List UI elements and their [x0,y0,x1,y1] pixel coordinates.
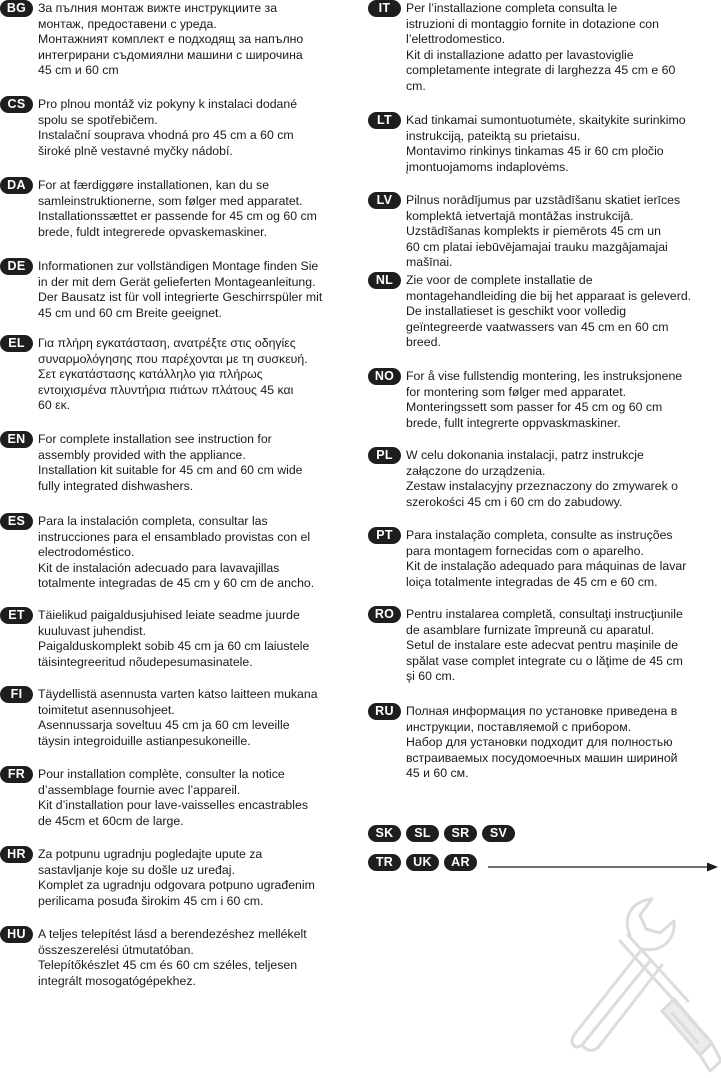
instruction-line: 45 cm und 60 cm Breite geeignet. [38,305,222,320]
instruction-text [406,528,721,590]
instruction-line: täysin integroiduille astianpesukoneille. [38,733,251,748]
instruction-line: loiça totalmente integradas de 45 cm e 60 cm. [406,574,658,589]
instruction-line: samleinstruktionerne, som følger med apparatet. [38,193,303,208]
instruction-text [38,847,352,909]
instruction-line: szerokości 45 cm i 60 cm do zabudowy. [406,494,623,509]
instruction-line: įmontuojamoms indaplovėms. [406,159,569,174]
instruction-line: breed. [406,335,441,350]
instruction-line: интегрирани съдомиялни машини с широчина [38,47,303,62]
instruction-line: Монтажният комплект е подходящ за напълно [38,32,304,47]
instruction-line: Installation kit suitable for 45 cm and 60 cm wide [38,463,303,478]
language-badge: UK [406,854,439,871]
instruction-line: Για πλήρη εγκατάσταση, ανατρέξτε στις οδηγίες [38,336,296,350]
instruction-line: for montering som følger med apparatet. [406,384,627,399]
instruction-line: spolu se spotřebičem. [38,112,158,127]
instruction-line: in der mit dem Gerät gelieferten Montageanleitung. [38,274,316,289]
language-badge: SK [368,825,401,842]
instruction-line: Набор для установки подходит для полностью [406,735,673,750]
instruction-line: A teljes telepítést lásd a berendezéshez mellékelt [38,927,307,941]
instruction-text [406,113,721,175]
language-badge: DE [0,258,33,275]
language-badge: RO [368,606,401,623]
instruction-line: załączone do urządzenia. [406,463,546,478]
instruction-line: completamente integrate di larghezza 45 cm e 60 [406,63,676,78]
instruction-line: Uzstādīšanas komplekts ir piemērots 45 cm un [406,224,661,239]
instruction-line: l’elettrodomestico. [406,32,506,47]
instruction-line: geïntegreerde vaatwassers van 45 cm en 60 cm [406,319,669,334]
instruction-line: Täielikud paigaldusjuhised leiate seadme juurde [38,608,300,622]
instruction-text [38,608,352,670]
instruction-line: electrodoméstico. [38,545,135,560]
instruction-line: 60 cm platai iebūvējamajai trauku mazgājamajai [406,239,668,254]
instruction-text [38,178,352,240]
instruction-line: Komplet za ugradnju odgovara potpuno ugrađenim [38,878,315,893]
language-badge: SL [406,825,439,842]
instruction-line: 45 и 60 см. [406,766,469,781]
instruction-line: perilicama posuđa širokim 45 cm i 60 cm. [38,893,264,908]
instruction-line: Σετ εγκατάστασης κατάλληλο για πλήρως [38,367,263,382]
instruction-line: Kit de instalación adecuado para lavavajillas [38,560,280,575]
instruction-line: de 45cm et 60cm de large. [38,813,184,828]
other-languages [368,825,721,873]
instruction-line: Instalační souprava vhodná pro 45 cm a 60 cm [38,128,294,143]
instruction-line: d’assemblage fournie avec l’appareil. [38,782,241,797]
instruction-line: συναρμολόγησης που παρέχονται με τη συσκευή. [38,351,308,366]
instruction-line: komplektā ietvertajā montāžas instrukcijā. [406,208,634,223]
instruction-line: Montavimo rinkinys tinkamas 45 ir 60 cm pločio [406,144,664,159]
language-badge: EL [0,335,33,352]
instruction-line: Kad tinkamai sumontuotumėte, skaitykite surinkimo [406,113,686,127]
instruction-line: Asennussarja soveltuu 45 cm ja 60 cm leveille [38,718,290,733]
instruction-line: fully integrated dishwashers. [38,478,194,493]
instruction-line: За пълния монтаж вижте инструкциите за [38,1,278,15]
instruction-line: integrált mosogatógépekhez. [38,973,196,988]
language-badge: FR [0,766,33,783]
instruction-line: Kit di installazione adatto per lavastoviglie [406,47,634,62]
language-badge: AR [444,854,477,871]
language-badge: NO [368,368,401,385]
instruction-text [38,767,352,829]
instruction-line: 45 cm и 60 cm [38,63,119,78]
instruction-text [38,1,352,79]
instruction-text [38,927,352,989]
instruction-line: монтаж, предоставени с уреда. [38,16,217,31]
instruction-line: Para instalação completa, consulte as instruções [406,528,673,542]
instruction-line: встраиваемых посудомоечных машин шириной [406,750,678,765]
instruction-line: cm. [406,78,426,93]
instruction-line: assembly provided with the appliance. [38,447,246,462]
instruction-line: Para la instalación completa, consultar las [38,514,268,528]
instruction-line: Monteringssett som passer for 45 cm og 60 cm [406,400,663,415]
language-badge: SV [482,825,515,842]
language-badge: PT [368,527,401,544]
language-badge: FI [0,686,33,703]
instruction-line: montagehandleiding die bij het apparaat is geleverd. [406,288,692,303]
language-badge: TR [368,854,401,871]
language-badge: HU [0,926,33,943]
instruction-line: For complete installation see instruction for [38,432,272,446]
instruction-text [406,193,721,271]
instruction-line: Informationen zur vollständigen Montage finden Sie [38,259,319,273]
instruction-line: Kit de instalação adequado para máquinas de lavar [406,559,687,574]
instruction-line: Zie voor de complete installatie de [406,273,593,287]
language-badge: LT [368,112,401,129]
instruction-line: For at færdiggøre installationen, kan du se [38,178,270,192]
instruction-line: összeszerelési útmutatóban. [38,942,194,957]
instruction-text [38,514,352,592]
language-badge: HR [0,846,33,863]
instruction-line: para montagem fornecidas com o aparelho. [406,543,644,558]
instruction-line: Kit d’installation pour lave-vaisselles encastrables [38,798,308,813]
instruction-line: De installatieset is geschikt voor volledig [406,304,627,319]
instruction-line: Telepítőkészlet 45 cm és 60 cm széles, teljesen [38,958,298,973]
language-badge: BG [0,0,33,17]
language-badge: NL [368,272,401,289]
instruction-line: Setul de instalare este adecvat pentru maşinile de [406,638,679,653]
instruction-line: For å vise fullstendig montering, les instruksjonene [406,369,683,383]
instruction-line: Per l’installazione completa consulta le [406,1,618,15]
language-badge: CS [0,96,33,113]
instruction-line: Der Bausatz ist für voll integrierte Geschirrspüler mit [38,290,323,305]
instruction-line: istruzioni di montaggio fornite in dotazione con [406,16,659,31]
instruction-line: Installationssættet er passende for 45 cm og 60 cm [38,209,317,224]
instruction-line: široké plně vestavné myčky nádobí. [38,143,233,158]
instruction-text [38,687,352,749]
instruction-line: instrucciones para el ensamblado provistas con el [38,529,311,544]
instruction-line: Täydellistä asennusta varten katso laitteen mukana [38,687,318,701]
instruction-line: täisintegreeritud nõudepesumasinatele. [38,654,253,669]
instruction-line: Zestaw instalacyjny przeznaczony do zmywarek o [406,479,679,494]
instruction-text [406,704,721,782]
language-badge: ES [0,513,33,530]
instruction-line: Pour installation complète, consulter la notice [38,767,285,781]
instruction-line: Полная информация по установке приведена в [406,704,678,718]
instruction-text [406,369,721,431]
instruction-line: spălat vase complet integrate cu o lăţime de 45 cm [406,653,683,668]
instruction-text [406,1,721,95]
language-badge: SR [444,825,477,842]
instruction-line: sastavljanje koje su došle uz uređaj. [38,862,235,877]
instruction-line: Pro plnou montáž viz pokyny k instalaci dodané [38,97,298,111]
instruction-line: 60 εκ. [38,398,71,413]
instruction-text [38,336,352,414]
instruction-line: brede, fullt integrerte oppvaskmaskiner. [406,415,621,430]
instruction-line: Za potpunu ugradnju pogledajte upute za [38,847,263,861]
instruction-line: W celu dokonania instalacji, patrz instrukcje [406,448,644,462]
instruction-line: mašīnai. [406,255,453,270]
instruction-text [38,97,352,159]
language-badge: PL [368,447,401,464]
language-badge: EN [0,431,33,448]
instruction-line: toimitetut asennusohjeet. [38,702,175,717]
language-badge: DA [0,177,33,194]
wrench-screwdriver-icon [560,895,721,1078]
language-badge: ET [0,607,33,624]
instruction-text [38,259,352,321]
language-badge: LV [368,192,401,209]
instruction-line: инструкции, поставляемой с прибором. [406,719,632,734]
instruction-text [38,432,352,494]
arrow-right-icon [488,862,718,872]
instruction-line: totalmente integradas de 45 cm y 60 cm de ancho. [38,576,315,591]
instruction-line: şi 60 cm. [406,669,456,684]
instruction-line: de asamblare furnizate împreună cu aparatul. [406,622,655,637]
instruction-line: Pilnus norādījumus par uzstādīšanu skatiet ierīces [406,193,681,207]
instruction-line: Paigalduskomplekt sobib 45 cm ja 60 cm laiustele [38,639,310,654]
instruction-text [406,607,721,685]
instruction-text [406,448,721,510]
instruction-text [406,273,721,351]
instruction-line: Pentru instalarea completă, consultaţi instrucţiunile [406,607,683,621]
language-badge: RU [368,703,401,720]
language-badge: IT [368,0,401,17]
instruction-line: instrukciją, pateiktą su prietaisu. [406,128,581,143]
instruction-line: kuuluvast juhendist. [38,623,147,638]
instruction-line: brede, fuldt integrerede opvaskemaskiner. [38,224,267,239]
instruction-line: εντοιχισμένα πλυντήρια πιάτων πλάτους 45 και [38,382,294,397]
